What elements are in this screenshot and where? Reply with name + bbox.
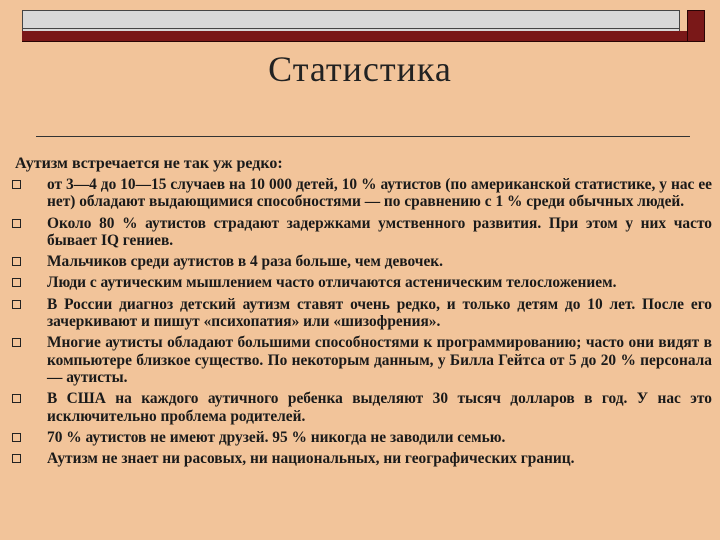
list-item xyxy=(12,296,712,331)
list-item xyxy=(12,390,712,425)
list-item xyxy=(12,253,712,270)
list-item xyxy=(12,176,712,211)
bullet-text: В России диагноз детский аутизм ставят очень редко, и только детям до 10 лет. После его зачеркивают и пишут «психопатия» или «шизофрения». xyxy=(47,295,712,331)
square-bullet-icon xyxy=(12,257,21,266)
intro-text: Аутизм встречается не так уж редко: xyxy=(15,155,283,172)
decorative-top-bar-line xyxy=(23,28,679,29)
bullet-text: 70 % аутистов не имеют друзей. 95 % никогда не заводили семью. xyxy=(47,428,506,446)
square-bullet-icon xyxy=(12,338,21,347)
decorative-top-bar xyxy=(22,10,680,32)
bullet-text: В США на каждого аутичного ребенка выделяют 30 тысяч долларов в год. У нас это исключительно проблема родителей. xyxy=(47,390,712,425)
list-item xyxy=(12,429,712,446)
bullet-text: Аутизм не знает ни расовых, ни национальных, ни географических границ. xyxy=(47,450,575,468)
square-bullet-icon xyxy=(12,394,21,403)
bullet-text: Многие аутисты обладают большими способностями к программированию; часто они видят в компьютере близкое существо. По некоторым данным, у Билла Гейтса от 5 до 20 % персонала — аутисты. xyxy=(47,334,712,386)
list-item xyxy=(12,450,712,467)
square-bullet-icon xyxy=(12,219,21,228)
bullet-text: Мальчиков среди аутистов в 4 раза больше, чем девочек. xyxy=(47,253,444,271)
bullet-text: Люди с аутическим мышлением часто отличаются астеническим телосложением. xyxy=(47,274,617,292)
bullet-text: от 3—4 до 10—15 случаев на 10 000 детей, 10 % аутистов (по американской статистике, у нас ее нет) обладают выдающимися способностями — по сравнению с 1 % среди обычных людей. xyxy=(47,176,712,211)
square-bullet-icon xyxy=(12,454,21,463)
slide-title: Статистика xyxy=(268,49,452,89)
title-divider xyxy=(36,136,690,137)
bullet-text: Около 80 % аутистов страдают задержками умственного развития. При этом у них часто бывает IQ гениев. xyxy=(47,214,712,249)
square-bullet-icon xyxy=(12,300,21,309)
square-bullet-icon xyxy=(12,433,21,442)
decorative-red-block xyxy=(687,10,705,42)
list-item xyxy=(12,215,712,250)
list-item xyxy=(12,334,712,386)
square-bullet-icon xyxy=(12,278,21,287)
list-item xyxy=(12,274,712,291)
square-bullet-icon xyxy=(12,180,21,189)
bullet-list xyxy=(12,176,712,471)
decorative-red-band xyxy=(22,31,687,42)
